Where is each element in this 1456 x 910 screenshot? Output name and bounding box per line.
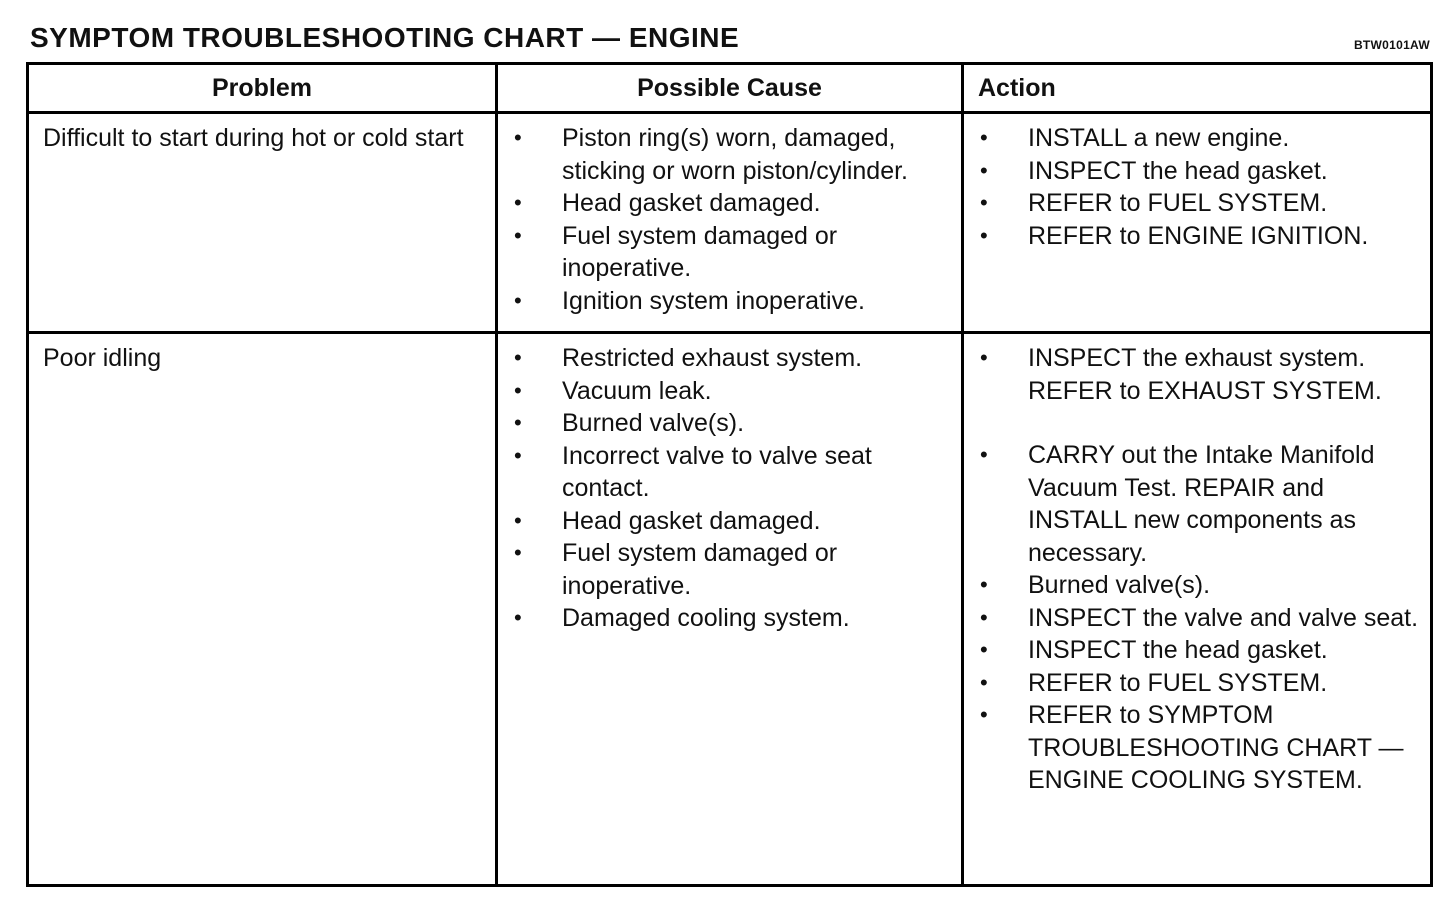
list-item: • Fuel system damaged or inoperative. [512, 220, 951, 285]
list-item: • Fuel system damaged or inoperative. [512, 537, 951, 602]
list-item: • Restricted exhaust system. [512, 342, 951, 375]
chart-title: SYMPTOM TROUBLESHOOTING CHART — ENGINE [30, 22, 740, 53]
list-item: • INSPECT the head gasket. [978, 634, 1420, 667]
action-cell [963, 113, 1432, 333]
table-row [28, 113, 1432, 333]
list-item: • INSPECT the valve and valve seat. [978, 602, 1420, 635]
problem-cell: Difficult to start during hot or cold start [28, 113, 497, 333]
list-item: • Piston ring(s) worn, damaged, sticking or worn piston/cylinder. [512, 122, 951, 187]
list-item: • Damaged cooling system. [512, 602, 951, 635]
list-item: • Vacuum leak. [512, 375, 951, 408]
cause-cell [497, 113, 963, 333]
list-item: • Burned valve(s). [978, 569, 1420, 602]
cause-list [512, 122, 951, 317]
header-problem: Problem [28, 64, 497, 113]
list-item: • CARRY out the Intake Manifold Vacuum Test. REPAIR and INSTALL new components as necessary. [978, 439, 1420, 569]
troubleshooting-table [26, 62, 1433, 887]
header-row [28, 64, 1432, 113]
list-item: • Burned valve(s). [512, 407, 951, 440]
action-cell [963, 333, 1432, 886]
list-item: • Head gasket damaged. [512, 505, 951, 538]
figure-code: BTW0101AW [1353, 38, 1430, 52]
header-possible-cause: Possible Cause [497, 64, 963, 113]
list-item: • REFER to ENGINE IGNITION. [978, 220, 1420, 253]
table-row [28, 333, 1432, 886]
list-item: • INSPECT the exhaust system. REFER to EXHAUST SYSTEM. [978, 342, 1420, 407]
list-item: • INSPECT the head gasket. [978, 155, 1420, 188]
list-item: • Incorrect valve to valve seat contact. [512, 440, 951, 505]
list-item: • Head gasket damaged. [512, 187, 951, 220]
list-item: • REFER to FUEL SYSTEM. [978, 667, 1420, 700]
list-item: • INSTALL a new engine. [978, 122, 1420, 155]
list-item: • REFER to FUEL SYSTEM. [978, 187, 1420, 220]
list-item: • Ignition system inoperative. [512, 285, 951, 318]
header-action: Action [963, 64, 1432, 113]
action-list [978, 122, 1420, 252]
cause-cell [497, 333, 963, 886]
list-item: • REFER to SYMPTOM TROUBLESHOOTING CHART — ENGINE COOLING SYSTEM. [978, 699, 1420, 797]
problem-cell: Poor idling [28, 333, 497, 886]
action-list [978, 342, 1420, 797]
cause-list [512, 342, 951, 635]
